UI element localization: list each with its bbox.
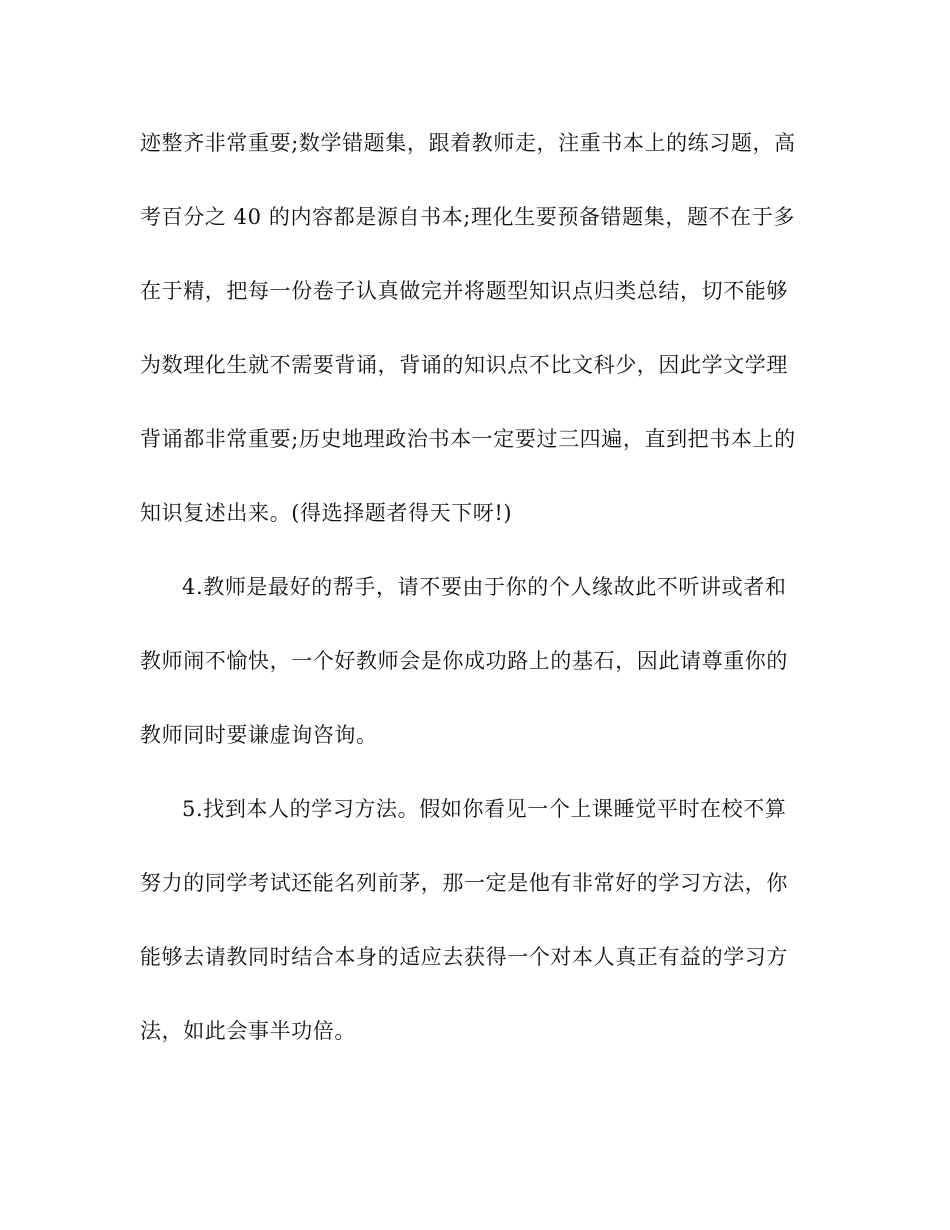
text-line: 努力的同学考试还能名列前茅，那一定是他有非常好的学习方法，你 [140,871,788,895]
text-line: 知识复述出来。(得选择题者得天下呀!) [140,501,513,525]
text-line: 为数理化生就不需要背诵，背诵的知识点不比文科少，因此学文学理 [140,353,788,377]
text-line: 教师同时要谦虚询咨询。 [140,723,378,747]
paragraph-5-start: 5.找到本人的学习方法。假如你看见一个上课睡觉平时在校不算 [182,797,787,821]
text-line: 法，如此会事半功倍。 [140,1019,356,1043]
text-line: 迹整齐非常重要;数学错题集，跟着教师走，注重书本上的练习题，高 [140,131,796,155]
text-line: 考百分之 40 的内容都是源自书本;理化生要预备错题集，题不在于多 [140,205,795,229]
text-line: 背诵都非常重要;历史地理政治书本一定要过三四遍，直到把书本上的 [140,427,796,451]
text-line: 在于精，把每一份卷子认真做完并将题型知识点归类总结，切不能够 [140,279,788,303]
paragraph-4-start: 4.教师是最好的帮手，请不要由于你的个人缘故此不听讲或者和 [182,575,787,599]
text-line: 教师闹不愉快，一个好教师会是你成功路上的基石，因此请尊重你的 [140,649,788,673]
document-body [140,118,810,1080]
text-line: 能够去请教同时结合本身的适应去获得一个对本人真正有益的学习方 [140,945,788,969]
